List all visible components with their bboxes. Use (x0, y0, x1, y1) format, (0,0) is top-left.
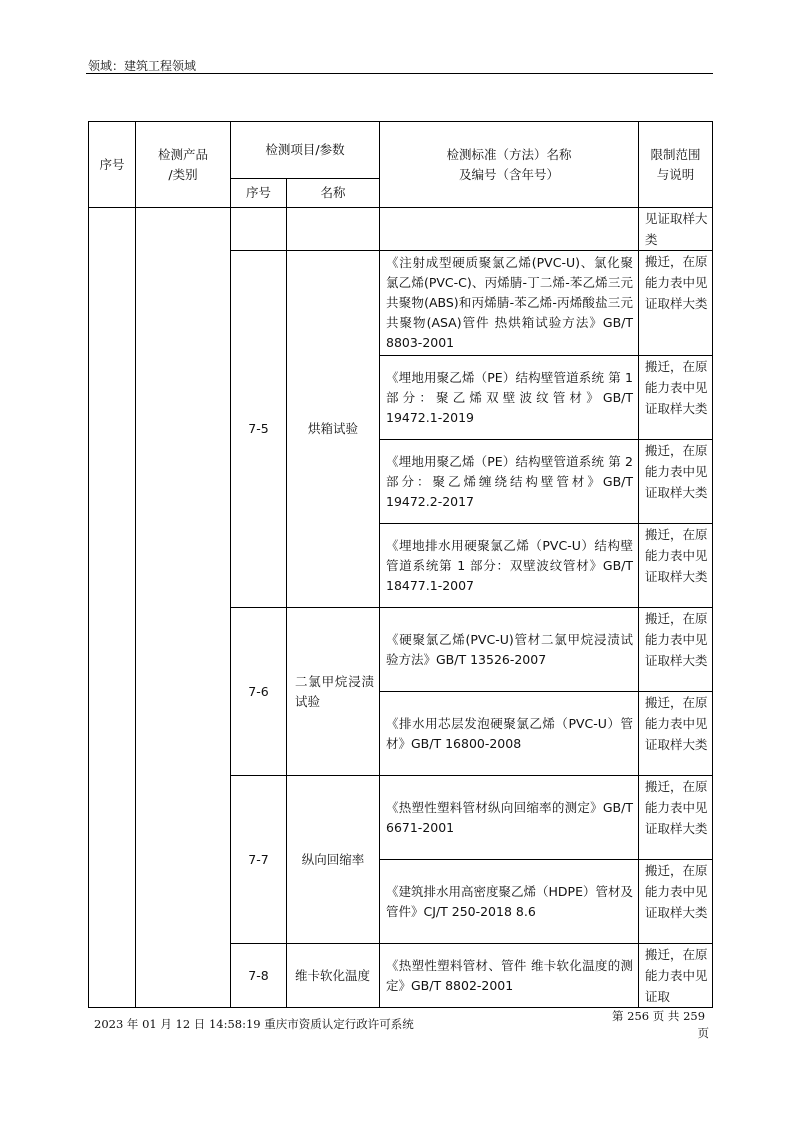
page-header-title: 领域：建筑工程领域 (88, 59, 197, 73)
param-name-cell: 纵向回缩率 (287, 776, 380, 944)
header-category: 检测产品 /类别 (136, 122, 231, 208)
standard-cell: 《埋地用聚乙烯（PE）结构壁管道系统 第 1 部分：聚乙烯双壁波纹管材》GB/T 19472.1-2019 (380, 356, 639, 440)
page-number-line2: 页 (697, 1026, 709, 1040)
standard-cell: 《埋地排水用硬聚氯乙烯（PVC-U）结构壁管道系统第 1 部分：双壁波纹管材》GB/T 18477.1-2007 (380, 524, 639, 608)
param-seq-cell: 7-7 (231, 776, 287, 944)
header-params: 检测项目/参数 (231, 122, 380, 179)
limit-cell: 搬迁，在原能力表中见证取样大类 (639, 524, 713, 608)
standard-cell: 《硬聚氯乙烯(PVC-U)管材二氯甲烷浸渍试验方法》GB/T 13526-2007 (380, 608, 639, 692)
footer-timestamp: 2023 年 01 月 12 日 14:58:19 重庆市资质认定行政许可系统 (94, 1017, 414, 1031)
header-standard: 检测标准（方法）名称 及编号（含年号） (380, 122, 639, 208)
limit-cell: 搬迁，在原能力表中见证取样大类 (639, 776, 713, 860)
standard-cell: 《注射成型硬质聚氯乙烯(PVC-U)、氯化聚氯乙烯(PVC-C)、丙烯腈-丁二烯-苯乙烯三元共聚物(ABS)和丙烯腈-苯乙烯-丙烯酸盐三元共聚物(ASA)管件 热烘箱试验方法》GB/T 8803-2001 (380, 251, 639, 356)
standard-cell: 《热塑性塑料管材纵向回缩率的测定》GB/T 6671-2001 (380, 776, 639, 860)
header-seq: 序号 (89, 122, 136, 208)
capability-table (88, 121, 713, 1008)
param-name-cell: 二氯甲烷浸渍试验 (287, 608, 380, 776)
limit-cell: 搬迁，在原能力表中见证取样大类 (639, 356, 713, 440)
param-seq-cell (231, 208, 287, 251)
footer-page-number (612, 1008, 717, 1042)
header-param-seq: 序号 (231, 179, 287, 208)
param-name-cell: 维卡软化温度 (287, 944, 380, 1008)
limit-cell: 见证取样大类 (639, 208, 713, 251)
limit-cell: 搬迁，在原能力表中见证取 (639, 944, 713, 1008)
header-limit: 限制范围 与说明 (639, 122, 713, 208)
param-name-cell (287, 208, 380, 251)
param-seq-cell: 7-5 (231, 251, 287, 608)
page-number-line1: 第 256 页 共 259 (612, 1009, 706, 1023)
limit-cell: 搬迁，在原能力表中见证取样大类 (639, 860, 713, 944)
limit-cell: 搬迁，在原能力表中见证取样大类 (639, 692, 713, 776)
limit-cell: 搬迁，在原能力表中见证取样大类 (639, 251, 713, 356)
header-param-name: 名称 (287, 179, 380, 208)
standard-cell: 《热塑性塑料管材、管件 维卡软化温度的测定》GB/T 8802-2001 (380, 944, 639, 1008)
standard-cell (380, 208, 639, 251)
header-divider (86, 73, 713, 74)
category-cell (136, 208, 231, 1008)
param-seq-cell: 7-6 (231, 608, 287, 776)
param-name-cell: 烘箱试验 (287, 251, 380, 608)
limit-cell: 搬迁，在原能力表中见证取样大类 (639, 608, 713, 692)
standard-cell: 《排水用芯层发泡硬聚氯乙烯（PVC-U）管材》GB/T 16800-2008 (380, 692, 639, 776)
param-seq-cell: 7-8 (231, 944, 287, 1008)
standard-cell: 《建筑排水用高密度聚乙烯（HDPE）管材及管件》CJ/T 250-2018 8.6 (380, 860, 639, 944)
standard-cell: 《埋地用聚乙烯（PE）结构壁管道系统 第 2 部分：聚乙烯缠绕结构壁管材》GB/T 19472.2-2017 (380, 440, 639, 524)
seq-cell (89, 208, 136, 1008)
limit-cell: 搬迁，在原能力表中见证取样大类 (639, 440, 713, 524)
